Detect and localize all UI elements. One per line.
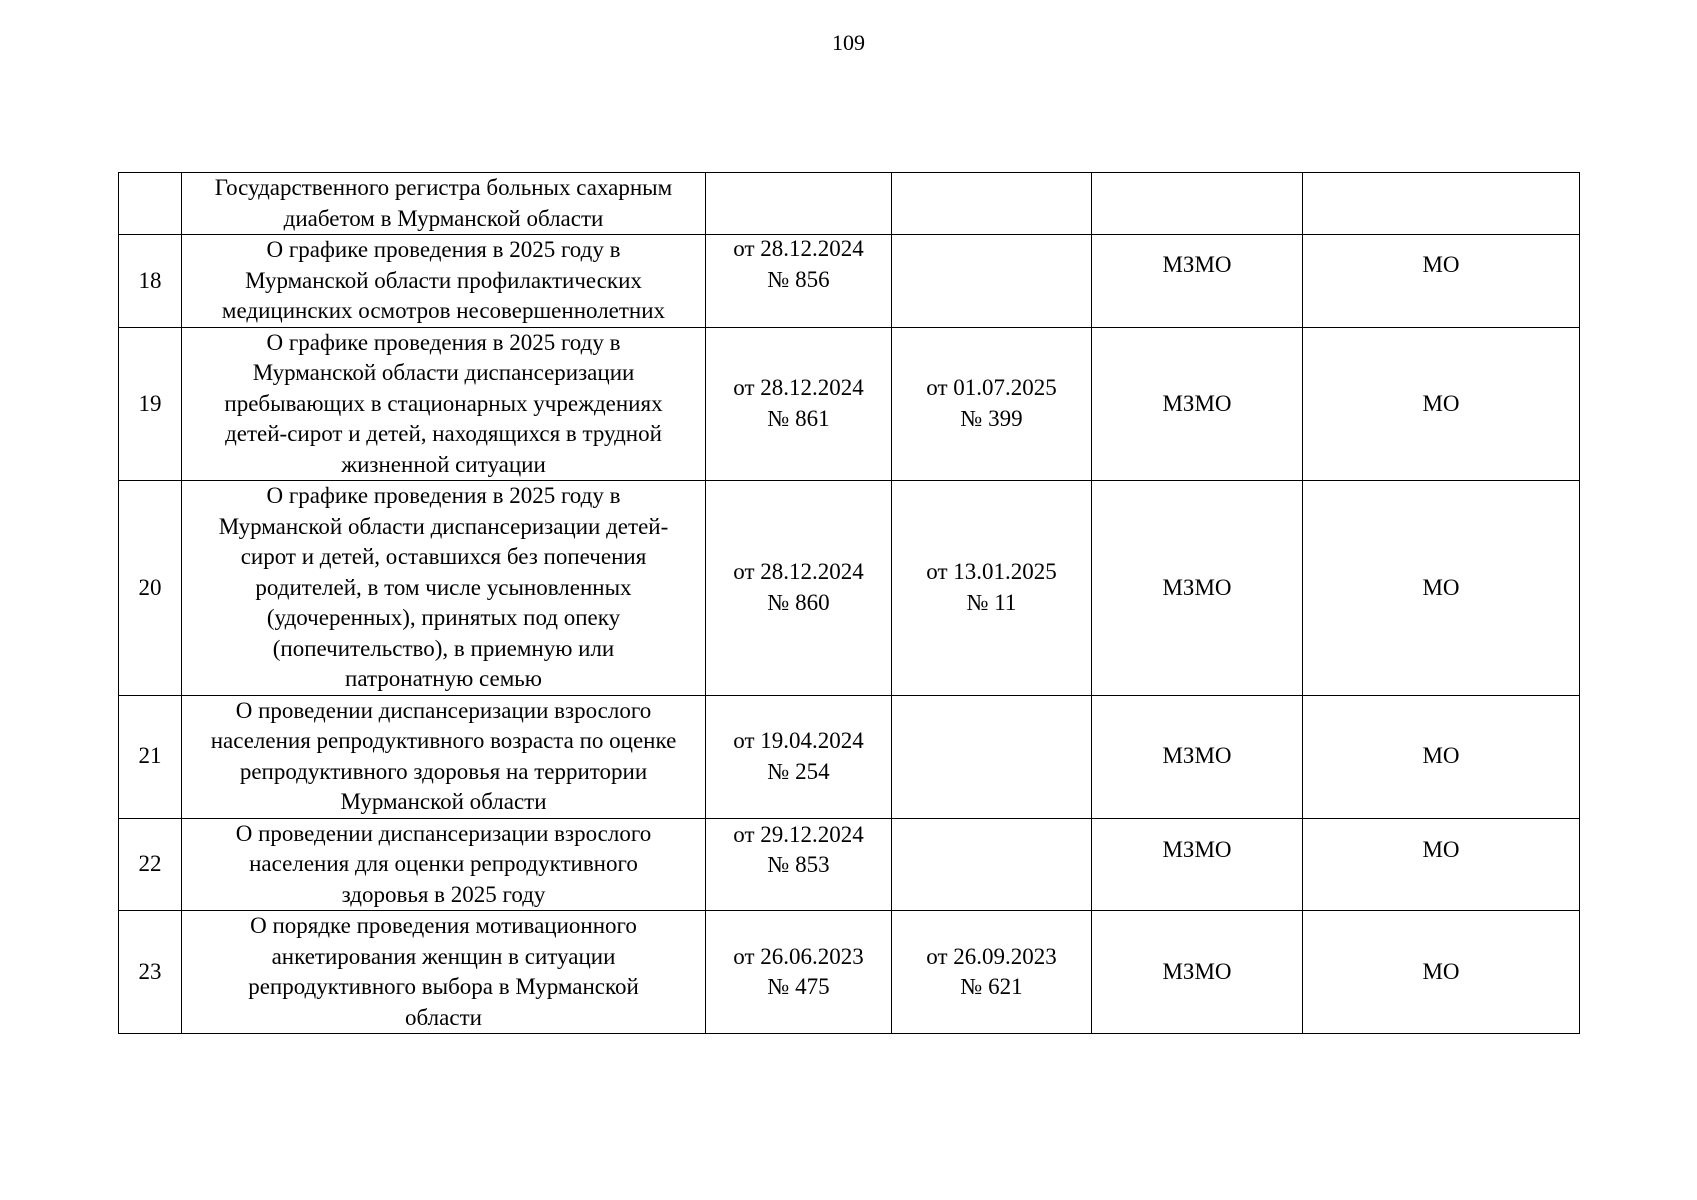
document-date-cell <box>706 173 892 235</box>
issuing-body: МЗМО <box>1162 251 1232 277</box>
title_lines-line: О графике проведения в 2025 году в <box>266 237 621 262</box>
title_lines-line: Мурманской области <box>340 789 547 814</box>
change_lines-line: № 621 <box>960 974 1023 999</box>
table-row <box>119 327 1580 481</box>
title_lines-line: населения репродуктивного возраста по оценке <box>210 728 677 753</box>
title_lines-line: Государственного регистра больных сахарным <box>214 175 673 200</box>
title_lines-line: О проведении диспансеризации взрослого <box>235 697 652 723</box>
title_lines-line: О проведении диспансеризации взрослого <box>235 820 652 846</box>
date_lines-line: № 861 <box>767 405 830 431</box>
date_lines-line: от 28.12.2024 <box>733 236 864 262</box>
title_lines-line: Мурманской области диспансеризации детей- <box>218 513 669 539</box>
row-number: 19 <box>138 390 162 416</box>
row-number-cell <box>119 911 182 1034</box>
title_lines-line: населения для оценки репродуктивного <box>249 851 638 876</box>
document-title-cell <box>182 818 706 911</box>
title_lines-line: (удочеренных), принятых под опеку <box>266 605 621 630</box>
row-number-cell <box>119 818 182 911</box>
issuing-body-cell <box>1092 173 1303 235</box>
document-date-cell <box>706 695 892 818</box>
issuing-body-cell <box>1092 327 1303 481</box>
issuing-body: МЗМО <box>1162 958 1232 984</box>
title_lines-line: патронатную семью <box>345 666 542 691</box>
executor-cell <box>1303 818 1580 911</box>
document-title-cell <box>182 911 706 1034</box>
document-title-cell <box>182 327 706 481</box>
issuing-body-cell <box>1092 818 1303 911</box>
issuing-body-cell <box>1092 481 1303 696</box>
executor-cell <box>1303 173 1580 235</box>
title_lines-line: репродуктивного здоровья на территории <box>239 758 648 784</box>
date_lines-line: № 254 <box>767 758 830 784</box>
table-row <box>119 818 1580 911</box>
issuing-body: МЗМО <box>1162 743 1232 769</box>
document-date-cell <box>706 818 892 911</box>
row-number-cell <box>119 481 182 696</box>
title_lines-line: анкетирования женщин в ситуации <box>271 943 616 969</box>
title_lines-line: репродуктивного выбора в Мурманской <box>248 974 639 999</box>
documents-table-body <box>119 173 1580 1034</box>
title_lines-line: (попечительство), в приемную или <box>272 635 615 661</box>
table-row <box>119 695 1580 818</box>
change_lines-line: № 399 <box>960 405 1023 431</box>
date_lines-line: от 26.06.2023 <box>733 943 864 969</box>
title_lines-line: сирот и детей, оставшихся без попечения <box>240 544 647 569</box>
document-title-cell <box>182 695 706 818</box>
table-row <box>119 173 1580 235</box>
title_lines-line: О порядке проведения мотивационного <box>250 913 637 938</box>
table-row <box>119 481 1580 696</box>
row-number-cell <box>119 695 182 818</box>
title_lines-line: родителей, в том числе усыновленных <box>255 574 632 600</box>
row-number-cell <box>119 173 182 235</box>
executor: МО <box>1422 574 1460 600</box>
title_lines-line: диабетом в Мурманской области <box>283 205 604 231</box>
title_lines-line: жизненной ситуации <box>341 451 546 477</box>
row-number: 23 <box>138 958 162 984</box>
issuing-body: МЗМО <box>1162 837 1232 862</box>
date_lines-line: № 860 <box>767 589 830 615</box>
document-date-cell <box>706 327 892 481</box>
title_lines-line: О графике проведения в 2025 году в <box>266 483 621 508</box>
date_lines-line: от 29.12.2024 <box>733 821 864 847</box>
title_lines-line: пребывающих в стационарных учреждениях <box>224 390 663 416</box>
table-row <box>119 235 1580 328</box>
change_lines-line: от 13.01.2025 <box>926 559 1057 585</box>
date_lines-line: от 28.12.2024 <box>733 375 864 401</box>
issuing-body: МЗМО <box>1162 574 1232 600</box>
documents-table <box>118 172 1580 1034</box>
row-number-cell <box>119 235 182 328</box>
amendment-date-cell <box>892 818 1092 911</box>
page-number: 109 <box>832 30 865 55</box>
row-number-cell <box>119 327 182 481</box>
table-row <box>119 911 1580 1034</box>
document-title-cell <box>182 481 706 696</box>
amendment-date-cell <box>892 235 1092 328</box>
date_lines-line: от 19.04.2024 <box>733 728 864 753</box>
date_lines-line: от 28.12.2024 <box>733 559 864 585</box>
title_lines-line: области <box>405 1004 482 1030</box>
executor: МО <box>1422 958 1460 984</box>
title_lines-line: медицинских осмотров несовершеннолетних <box>221 298 666 323</box>
executor: МО <box>1422 390 1460 416</box>
change_lines-line: от 01.07.2025 <box>926 375 1057 401</box>
issuing-body-cell <box>1092 235 1303 328</box>
amendment-date-cell <box>892 327 1092 481</box>
executor-cell <box>1303 327 1580 481</box>
row-number: 21 <box>138 743 162 769</box>
executor: МО <box>1422 837 1460 862</box>
issuing-body-cell <box>1092 911 1303 1034</box>
executor-cell <box>1303 481 1580 696</box>
executor: МО <box>1422 251 1460 277</box>
document-date-cell <box>706 481 892 696</box>
title_lines-line: Мурманской области диспансеризации <box>252 360 635 385</box>
document-date-cell <box>706 235 892 328</box>
document-date-cell <box>706 911 892 1034</box>
change_lines-line: от 26.09.2023 <box>926 943 1057 969</box>
issuing-body-cell <box>1092 695 1303 818</box>
title_lines-line: Мурманской области профилактических <box>245 267 642 293</box>
amendment-date-cell <box>892 695 1092 818</box>
title_lines-line: детей-сирот и детей, находящихся в трудной <box>225 421 662 446</box>
document-title-cell <box>182 235 706 328</box>
amendment-date-cell <box>892 481 1092 696</box>
row-number: 18 <box>138 267 162 293</box>
amendment-date-cell <box>892 173 1092 235</box>
title_lines-line: О графике проведения в 2025 году в <box>266 329 621 355</box>
issuing-body: МЗМО <box>1162 390 1232 416</box>
document-title-cell <box>182 173 706 235</box>
date_lines-line: № 856 <box>767 266 830 292</box>
title_lines-line: здоровья в 2025 году <box>341 881 546 907</box>
executor-cell <box>1303 911 1580 1034</box>
date_lines-line: № 475 <box>767 974 830 999</box>
row-number: 22 <box>138 851 162 876</box>
row-number: 20 <box>138 574 162 600</box>
date_lines-line: № 853 <box>767 852 830 878</box>
change_lines-line: № 11 <box>966 589 1017 615</box>
executor-cell <box>1303 695 1580 818</box>
executor-cell <box>1303 235 1580 328</box>
amendment-date-cell <box>892 911 1092 1034</box>
executor: МО <box>1422 743 1460 769</box>
